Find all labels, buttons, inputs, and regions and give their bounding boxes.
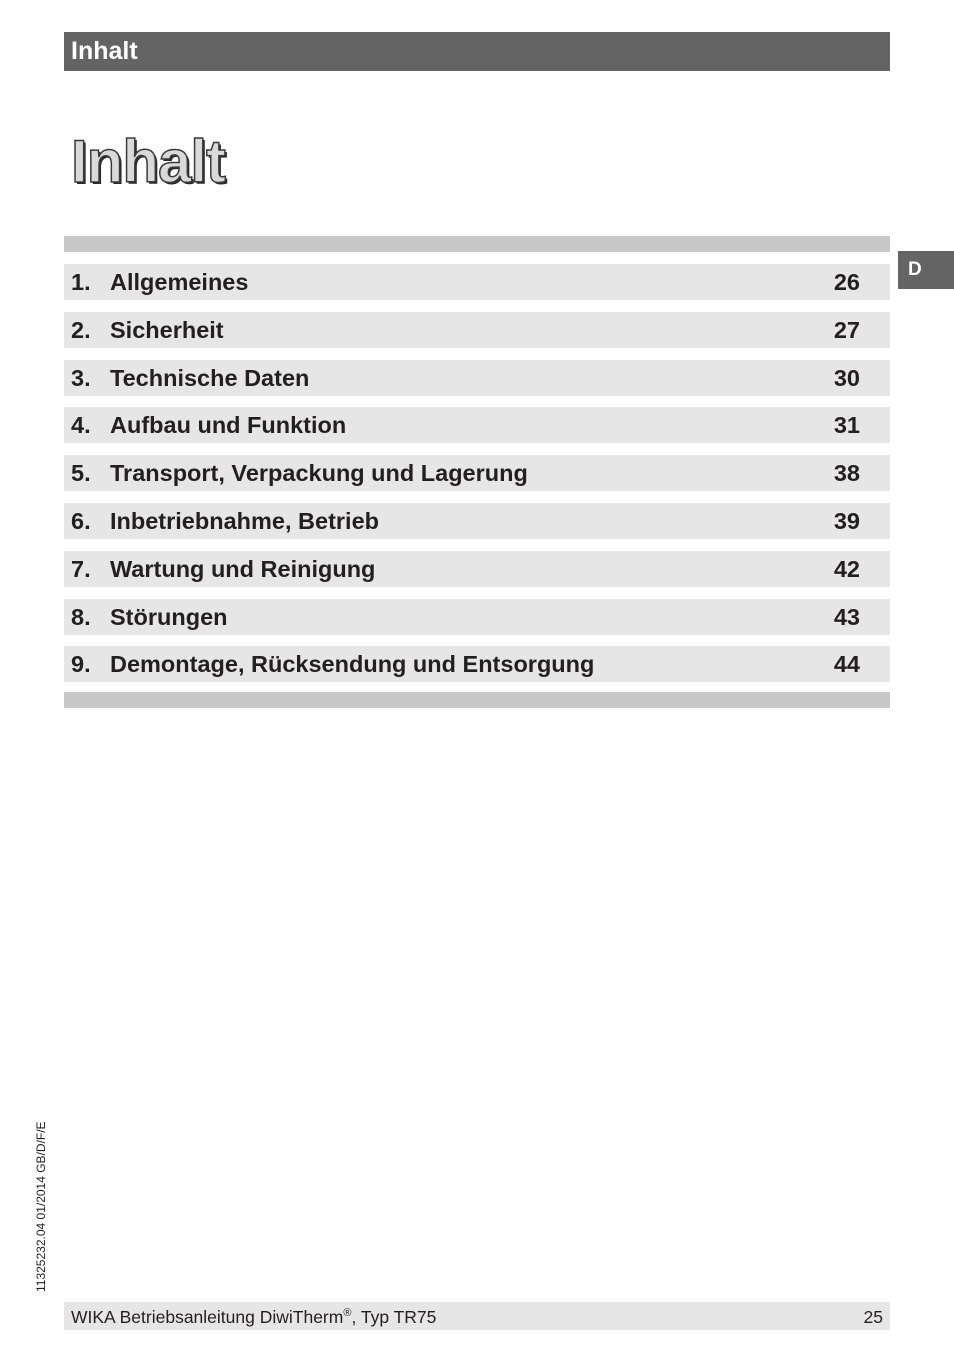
toc-entry-page: 26 [833, 269, 860, 295]
toc-entry-title[interactable]: Technische Daten [110, 364, 310, 391]
language-tab-label: D [908, 259, 922, 280]
toc-entry-title[interactable]: Aufbau und Funktion [110, 412, 347, 439]
toc-entry-page: 30 [833, 364, 860, 391]
toc-entry[interactable] [64, 646, 890, 682]
header-bar [64, 32, 890, 71]
toc-entry-number: 3. [71, 364, 91, 391]
footer-bar [64, 1302, 890, 1330]
toc-entry-number: 6. [71, 507, 91, 534]
toc-entry-page: 38 [833, 460, 860, 487]
toc-entry-page: 42 [833, 555, 860, 582]
page-title: Inhalt [71, 128, 225, 195]
table-of-contents [64, 264, 890, 694]
toc-entry-title[interactable]: Wartung und Reinigung [110, 555, 376, 582]
footer-text-main: WIKA Betriebsanleitung DiwiTherm [71, 1307, 344, 1327]
toc-top-rule [64, 236, 890, 252]
toc-entry-title[interactable]: Allgemeines [110, 269, 249, 295]
document-code: 11325232.04 01/2014 GB/D/F/E [34, 1121, 48, 1292]
toc-entry-number: 9. [71, 651, 91, 678]
toc-entry-number: 5. [71, 460, 91, 487]
toc-entry[interactable] [64, 599, 890, 635]
toc-entry[interactable] [64, 360, 890, 396]
toc-entry-number: 4. [71, 412, 91, 439]
toc-entry-number: 7. [71, 555, 91, 582]
toc-entry-title[interactable]: Demontage, Rücksendung und Entsorgung [110, 651, 595, 678]
footer-text-type: , Typ TR75 [351, 1307, 437, 1327]
toc-entry-page: 39 [833, 507, 860, 534]
toc-entry[interactable] [64, 551, 890, 587]
toc-entry-title[interactable]: Transport, Verpackung und Lagerung [110, 460, 528, 487]
footer-text [71, 1302, 436, 1332]
toc-entry[interactable] [64, 312, 890, 348]
toc-bottom-rule [64, 692, 890, 708]
toc-entry-title[interactable]: Störungen [110, 603, 228, 630]
toc-entry-title[interactable]: Inbetriebnahme, Betrieb [110, 507, 379, 534]
footer-page-number: 25 [863, 1307, 883, 1327]
toc-entry-page: 27 [833, 316, 860, 343]
toc-entry-number: 8. [71, 603, 91, 630]
toc-entry-page: 43 [833, 603, 860, 630]
toc-entry-page: 31 [833, 412, 860, 439]
toc-entry-number: 2. [71, 316, 91, 343]
toc-entry-number: 1. [71, 269, 91, 295]
toc-entry[interactable] [64, 407, 890, 443]
toc-entry[interactable] [64, 455, 890, 491]
language-tab [898, 251, 954, 289]
toc-entry-page: 44 [833, 651, 860, 678]
toc-entry-title[interactable]: Sicherheit [110, 316, 224, 343]
toc-entry[interactable] [64, 503, 890, 539]
header-title: Inhalt [71, 37, 138, 65]
toc-entry[interactable] [64, 264, 890, 300]
registered-mark: ® [343, 1307, 352, 1319]
